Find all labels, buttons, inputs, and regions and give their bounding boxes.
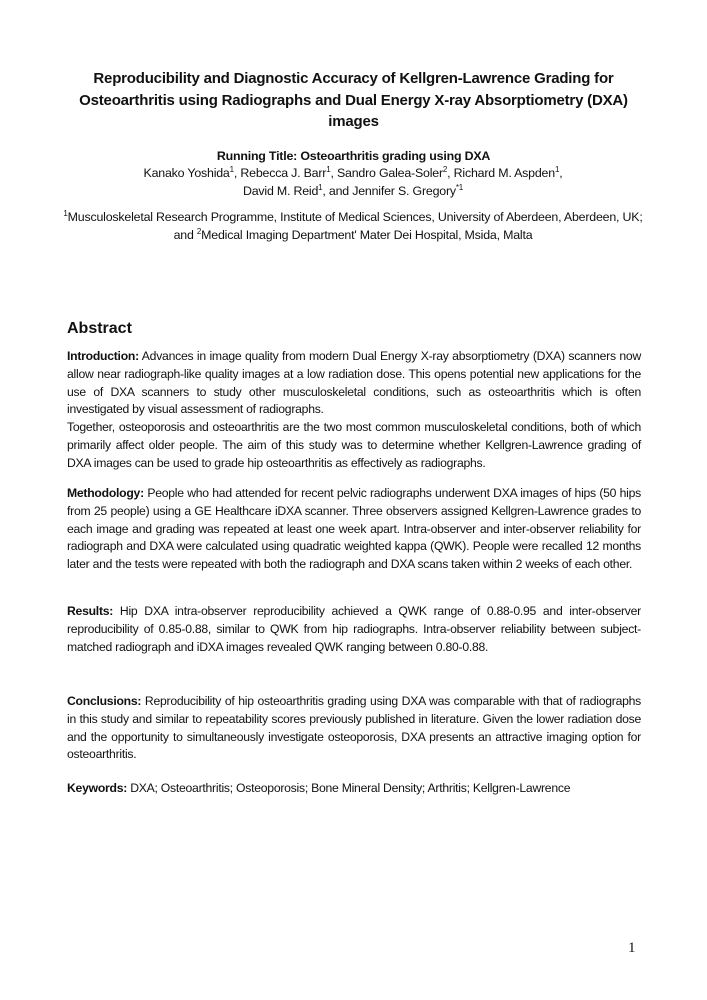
- author: Sandro Galea-Soler$^2$,: [336, 164, 454, 180]
- author: David M. Reid$^1$, and: [242, 182, 353, 198]
- affiliations: $^1$Musculoskeletal Research Programme, Institute of Medical Sciences, University of Aberdeen, Aberdeen, UK; and $^2$Medical Imaging Department' Mater Dei Hospital, Msida, Malta: [63, 208, 643, 242]
- abstract-heading: Abstract: [67, 320, 132, 337]
- methodology-paragraph: Methodology: People who had attended for recent pelvic radiographs underwent DXA images of hips (50 hips from 25 people) using a GE Healthcare iDXA scanner. Three observers assigned Kellgren-Lawrence grades to each image and grading was repeated at least one week apart. Intra-observer and inter-observer reliability for radiograph and DXA were calculated using quadratic weighted kappa (QWK). People were recalled 12 months later and the tests were repeated with both the radiograph and DXA scans taken within 2 weeks of each other.: [67, 486, 641, 572]
- author: Richard M. Aspden$^1$,: [453, 164, 563, 180]
- author: Rebecca J. Barr$^1$,: [240, 164, 337, 180]
- page-number: 1: [628, 940, 636, 956]
- conclusions-paragraph: Conclusions: Reproducibility of hip osteoarthritis grading using DXA was comparable with that of radiographs in this study and similar to repeatability scores previously published in literature. Given the lower radiation dose and the opportunity to simultaneously investigate osteoporosis, DXA presents an attractive imaging option for osteoarthritis.: [67, 694, 641, 762]
- author: Jennifer S. Gregory$^{*1}$: [352, 182, 464, 198]
- keywords-paragraph: Keywords: DXA; Osteoarthritis; Osteoporosis; Bone Mineral Density; Arthritis; Kellgren-Lawrence: [67, 781, 571, 795]
- paper-title: Reproducibility and Diagnostic Accuracy of Kellgren-Lawrence Grading for Osteoarthritis using Radiographs and Dual Energy X-ray Absorptiometry (DXA) images: [79, 70, 628, 130]
- running-title: Running Title: Osteoarthritis grading using DXA: [216, 149, 491, 163]
- author-list: [63, 164, 643, 200]
- introduction-paragraph: Introduction: Advances in image quality from modern Dual Energy X-ray absorptiometry (DXA) scanners now allow near radiograph-like quality images at a low radiation dose. This opens potential new applications for the use of DXA scanners to study other musculoskeletal conditions, such as osteoarthritis which is often investigated by visual assessment of radiographs. Together, osteoporosis and osteoarthritis are the two most common musculoskeletal conditions, both of which primarily affect older people. The aim of this study was to determine whether Kellgren-Lawrence grading of DXA images can be used to grade hip osteoarthritis as effectively as radiographs.: [67, 349, 641, 470]
- results-paragraph: Results: Hip DXA intra-observer reproducibility achieved a QWK range of 0.88-0.95 and inter-observer reproducibility of 0.85-0.88, similar to QWK from hip radiographs. Intra-observer reliability between subject-matched radiograph and iDXA images revealed QWK ranging between 0.80-0.88.: [67, 604, 641, 654]
- author: Kanako Yoshida$^1$,: [143, 164, 241, 180]
